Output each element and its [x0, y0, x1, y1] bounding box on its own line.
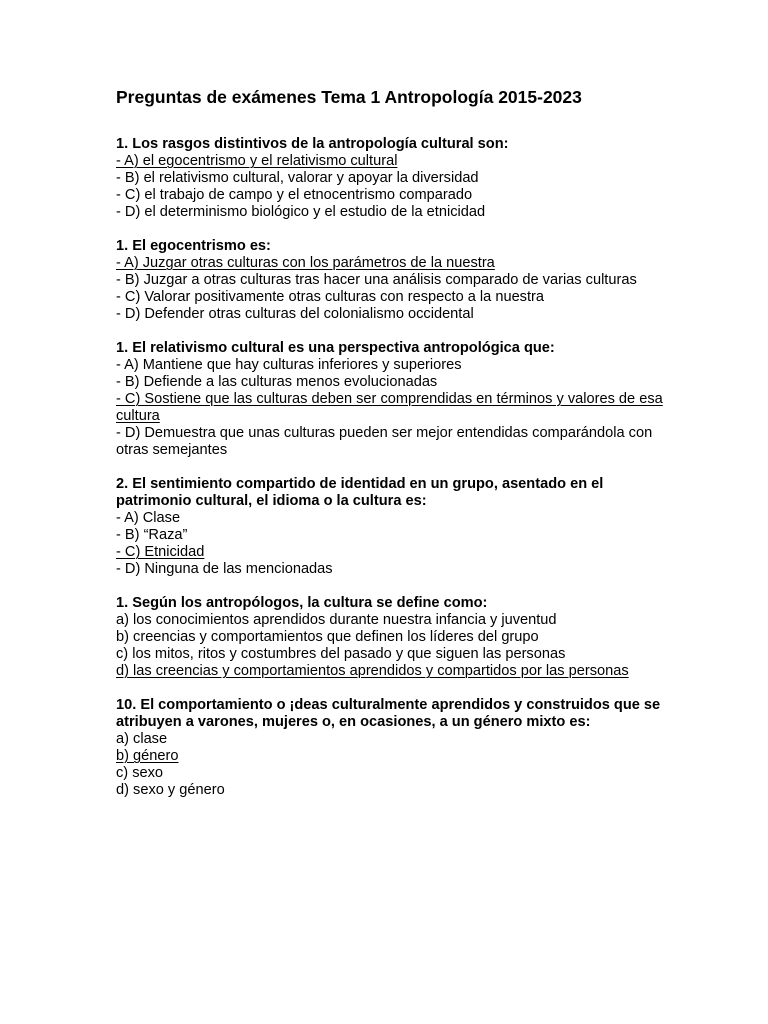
answer-option: - A) Clase	[116, 510, 181, 526]
answer-option: d) sexo y género	[116, 782, 225, 798]
question-4	[116, 476, 676, 578]
answer-option-correct: - C) Etnicidad	[116, 544, 205, 560]
question-text: 1. Según los antropólogos, la cultura se define como:	[116, 595, 488, 611]
question-3	[116, 340, 676, 459]
answer-option: - C) el trabajo de campo y el etnocentrismo comparado	[116, 187, 473, 203]
answer-option: a) clase	[116, 731, 168, 747]
answer-option: b) creencias y comportamientos que definen los líderes del grupo	[116, 629, 539, 645]
answer-option: - D) Demuestra que unas culturas pueden ser mejor entendidas comparándola con otras semejantes	[116, 425, 653, 458]
document-page	[116, 85, 676, 816]
question-text: 1. Los rasgos distintivos de la antropología cultural son:	[116, 136, 509, 152]
answer-option: - A) Mantiene que hay culturas inferiores y superiores	[116, 357, 462, 373]
answer-option-correct: - A) Juzgar otras culturas con los parámetros de la nuestra	[116, 255, 495, 271]
question-text: 1. El relativismo cultural es una perspectiva antropológica que:	[116, 340, 555, 356]
answer-option: - B) “Raza”	[116, 527, 188, 543]
answer-option: - B) Defiende a las culturas menos evolucionadas	[116, 374, 438, 390]
answer-option-correct: - C) Sostiene que las culturas deben ser comprendidas en términos y valores de esa cultura	[116, 391, 663, 424]
answer-option-correct: b) género	[116, 748, 179, 764]
question-5	[116, 595, 676, 680]
answer-option: - D) Defender otras culturas del colonialismo occidental	[116, 306, 474, 322]
answer-option: c) sexo	[116, 765, 164, 781]
answer-option: - D) el determinismo biológico y el estudio de la etnicidad	[116, 204, 486, 220]
question-text: 10. El comportamiento o ¡deas culturalmente aprendidos y construidos que se atribuyen a varones, mujeres o, en ocasiones, a un género mixto es:	[116, 697, 661, 730]
document-title: Preguntas de exámenes Tema 1 Antropología 2015-2023	[116, 87, 582, 107]
answer-option-correct: - A) el egocentrismo y el relativismo cultural	[116, 153, 398, 169]
question-1	[116, 136, 676, 221]
question-2	[116, 238, 676, 323]
question-6	[116, 697, 676, 799]
answer-option: - B) el relativismo cultural, valorar y apoyar la diversidad	[116, 170, 479, 186]
question-text: 1. El egocentrismo es:	[116, 238, 271, 254]
answer-option: c) los mitos, ritos y costumbres del pasado y que siguen las personas	[116, 646, 566, 662]
answer-option: - D) Ninguna de las mencionadas	[116, 561, 333, 577]
answer-option: - B) Juzgar a otras culturas tras hacer una análisis comparado de varias culturas	[116, 272, 637, 288]
answer-option-correct: d) las creencias y comportamientos aprendidos y compartidos por las personas	[116, 663, 629, 679]
answer-option: a) los conocimientos aprendidos durante nuestra infancia y juventud	[116, 612, 557, 628]
question-text: 2. El sentimiento compartido de identidad en un grupo, asentado en el patrimonio cultural, el idioma o la cultura es:	[116, 476, 604, 509]
answer-option: - C) Valorar positivamente otras culturas con respecto a la nuestra	[116, 289, 545, 305]
